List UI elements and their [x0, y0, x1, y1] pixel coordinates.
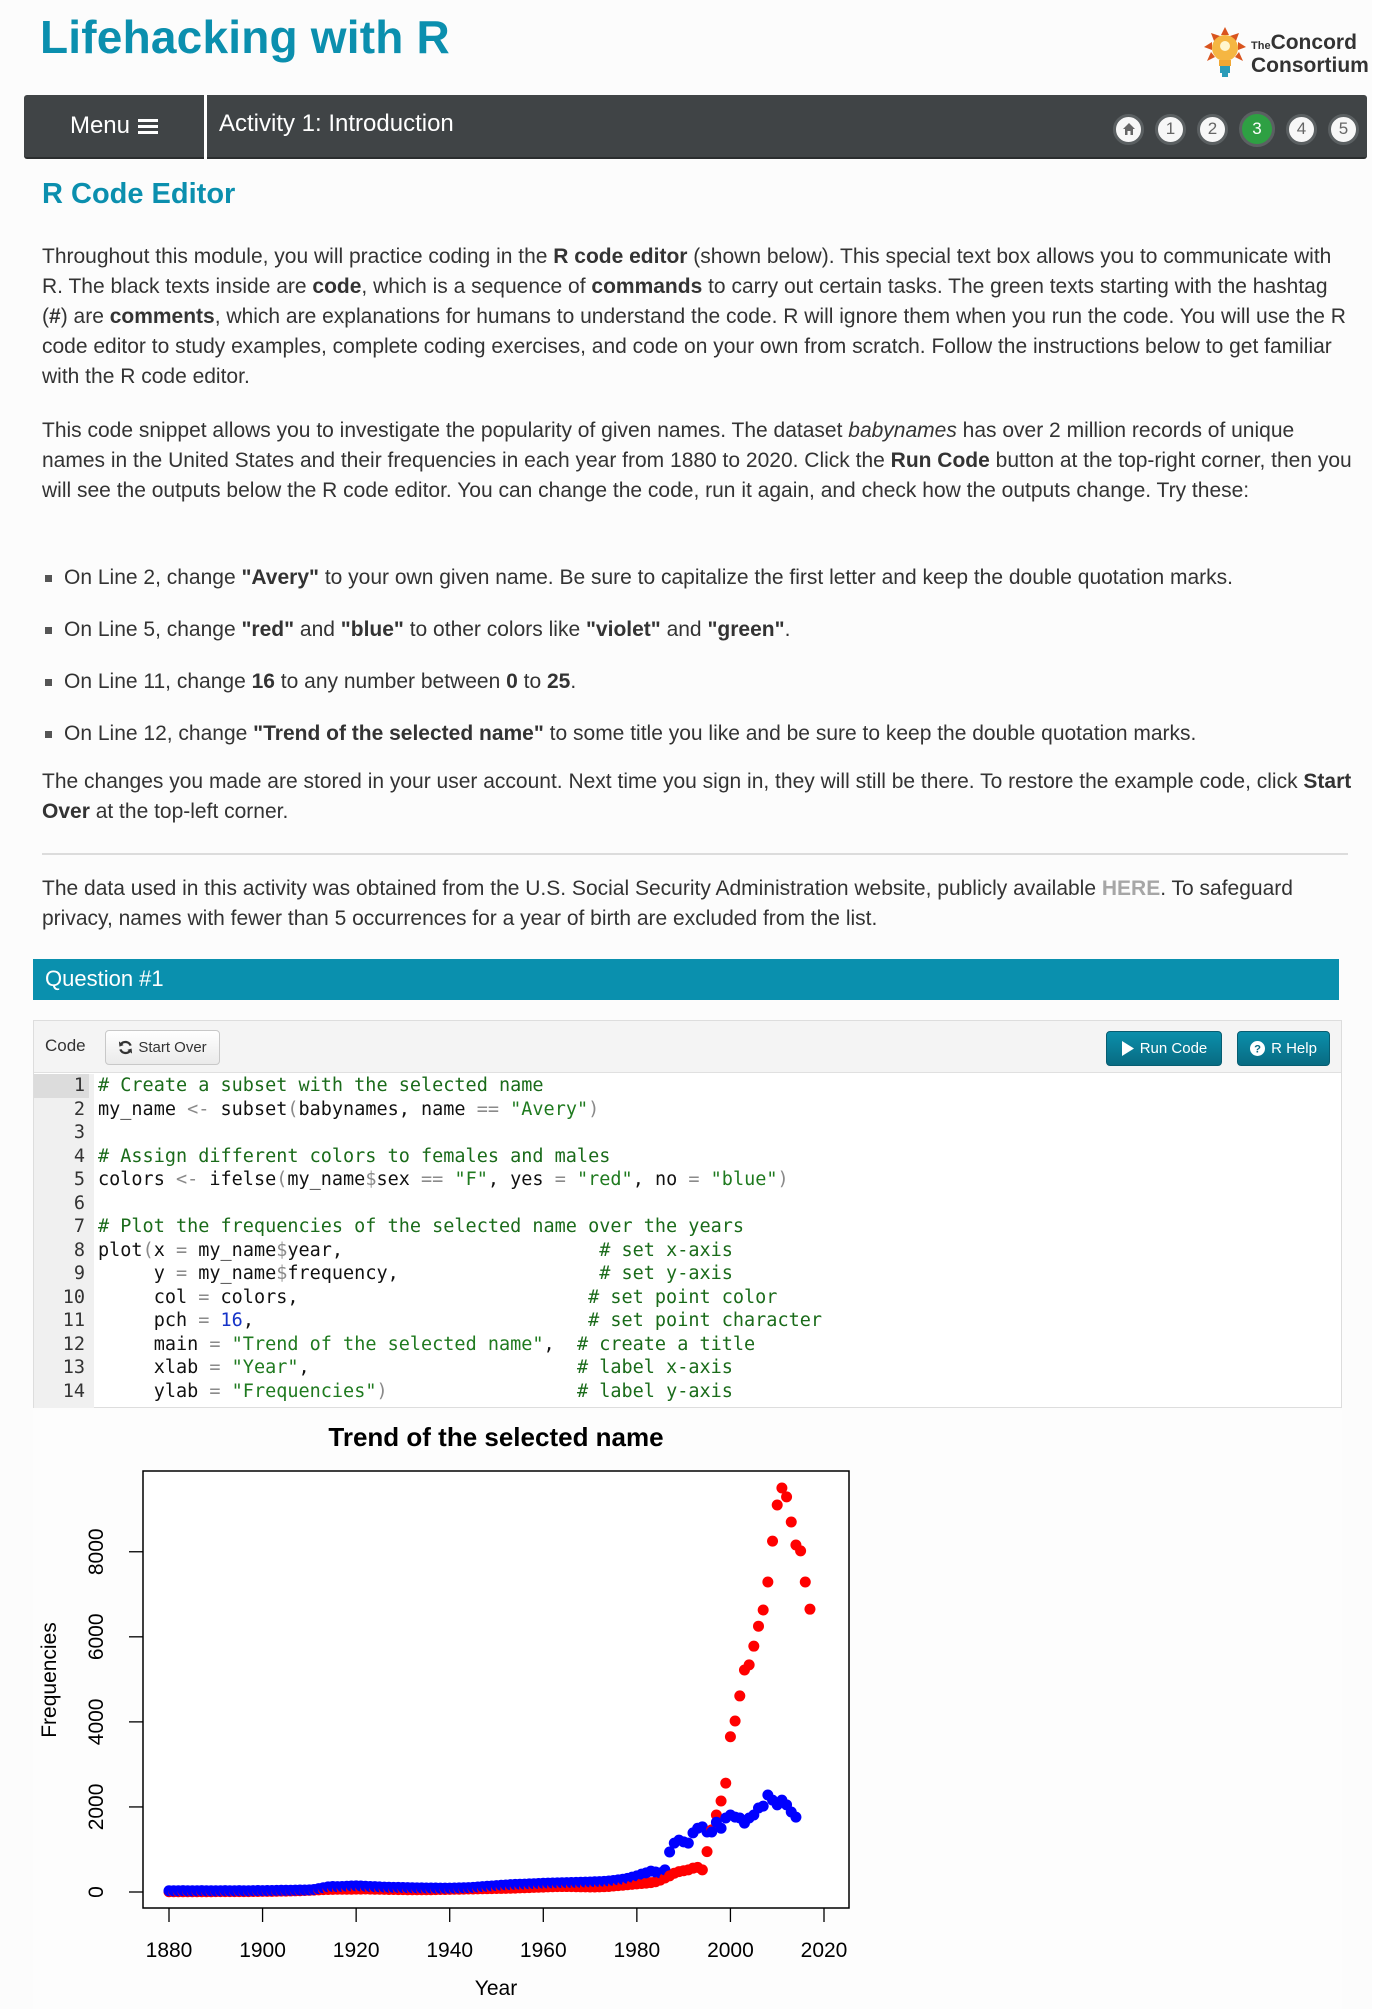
code-text: pch = 16, # set point character [98, 1310, 822, 1331]
code-line[interactable] [34, 1262, 1341, 1286]
line-number: 13 [62, 1357, 85, 1378]
run-code-label: Run Code [1139, 1040, 1208, 1057]
bold-text: comments [109, 305, 215, 328]
refresh-icon [118, 1040, 133, 1055]
bold-text: code [312, 275, 362, 298]
lightbulb-logo-icon [1203, 27, 1247, 79]
page-navigation [1113, 111, 1359, 147]
bold-text: "green" [707, 618, 785, 641]
code-line[interactable] [34, 1286, 1341, 1310]
code-line[interactable] [34, 1145, 1341, 1169]
concord-consortium-logo[interactable] [1203, 27, 1369, 79]
code-text: plot(x = my_name$year, # set x-axis [98, 1239, 733, 1261]
data-point [720, 1778, 731, 1789]
code-text: ylab = "Frequencies") # label y-axis [98, 1380, 733, 1402]
line-number: 1 [34, 1074, 89, 1098]
code-line[interactable] [34, 1168, 1341, 1192]
data-point [804, 1604, 815, 1615]
data-point [744, 1659, 755, 1670]
y-tick-label: 4000 [85, 1698, 108, 1746]
italic-text: babynames [848, 419, 957, 442]
x-tick-label: 1880 [145, 1939, 193, 1962]
plot-output [33, 1410, 1342, 2009]
changes-note-paragraph: The changes you made are stored in your user account. Next time you sign in, they will still be there. To restore the example code, click Start Over at the top-left corner. [42, 770, 1352, 823]
svg-text:?: ? [1254, 1043, 1261, 1056]
code-line[interactable] [34, 1098, 1341, 1122]
bold-text: commands [591, 275, 703, 298]
page-button-5[interactable]: 5 [1328, 114, 1359, 145]
line-number: 12 [62, 1333, 85, 1355]
play-icon [1121, 1041, 1134, 1056]
line-number: 9 [73, 1263, 85, 1284]
code-line[interactable] [34, 1380, 1341, 1404]
code-line[interactable] [34, 1239, 1341, 1263]
line-number: 6 [73, 1192, 85, 1214]
code-line[interactable] [34, 1356, 1341, 1380]
bold-text: R code editor [553, 245, 688, 268]
x-tick-label: 1920 [332, 1939, 380, 1962]
code-line[interactable] [34, 1333, 1341, 1357]
data-point [697, 1864, 708, 1875]
line-number: 3 [73, 1122, 85, 1143]
x-tick-label: 1900 [239, 1939, 286, 1962]
bold-text: 16 [251, 670, 275, 693]
bold-text: "violet" [585, 618, 661, 641]
line-number: 2 [73, 1098, 85, 1120]
data-point [748, 1641, 759, 1652]
horizontal-divider [42, 853, 1348, 855]
y-tick-label: 6000 [85, 1613, 108, 1661]
bold-text: "Avery" [241, 566, 319, 589]
code-text: # Plot the frequencies of the selected name over the years [98, 1216, 745, 1237]
data-point [790, 1812, 801, 1823]
x-tick-label: 1980 [613, 1939, 661, 1962]
logo-text-line1: Concord [1270, 31, 1357, 54]
code-lines [34, 1074, 1341, 1403]
code-text: main = "Trend of the selected name", # create a title [98, 1333, 756, 1355]
r-code-editor [33, 1020, 1342, 1408]
section-title: R Code Editor [42, 178, 236, 210]
bold-text: Run Code [890, 449, 990, 472]
snippet-intro-paragraph: This code snippet allows you to investigate the popularity of given names. The dataset babynames has over 2 million records of unique names in the United States and their frequencies in each year from 1880 to 2020. Click the Run Code button at the top-right corner, then you will see the outputs below the R code editor. You can change the code, run it again, and check how the outputs change. Try these: [42, 419, 1352, 502]
data-point [762, 1576, 773, 1587]
hamburger-icon [138, 116, 158, 137]
code-text: my_name <- subset(babynames, name == "Avery") [98, 1098, 600, 1120]
line-number: 14 [62, 1380, 85, 1402]
x-tick-label: 1940 [426, 1939, 474, 1962]
site-title[interactable]: Lifehacking with R [40, 11, 450, 63]
y-axis-label: Frequencies [38, 1622, 61, 1738]
r-help-button[interactable] [1237, 1031, 1330, 1066]
code-text: # Create a subset with the selected name [98, 1075, 544, 1096]
data-point [716, 1823, 727, 1834]
start-over-button[interactable] [105, 1030, 220, 1065]
y-tick-label: 8000 [85, 1528, 108, 1576]
list-item: On Line 2, change "Avery" to your own given name. Be sure to capitalize the first letter and keep the double quotation marks. [42, 563, 1352, 615]
x-tick-label: 2000 [707, 1939, 754, 1962]
code-text: # Assign different colors to females and males [98, 1145, 611, 1167]
code-line[interactable] [34, 1074, 1341, 1098]
data-source-paragraph: The data used in this activity was obtained from the U.S. Social Security Administration website, publicly available HERE. To safeguard privacy, names with fewer than 5 occurrences for a year of birth are excluded from the list. [42, 877, 1293, 930]
line-number: 7 [73, 1216, 85, 1237]
code-text: y = my_name$frequency, # set y-axis [98, 1263, 733, 1284]
logo-text-line2: Consortium [1251, 54, 1369, 77]
page-button-3[interactable]: 3 [1239, 111, 1275, 147]
data-point [725, 1731, 736, 1742]
y-tick-label: 2000 [85, 1783, 108, 1831]
question-circle-icon [1250, 1041, 1265, 1056]
data-point [706, 1827, 717, 1838]
data-point [734, 1690, 745, 1701]
x-axis-label: Year [474, 1977, 518, 2000]
page-button-2[interactable]: 2 [1197, 114, 1228, 145]
data-point [800, 1576, 811, 1587]
scatter-plot [33, 1410, 1342, 2009]
chart-title: Trend of the selected name [328, 1422, 664, 1452]
bold-text: # [49, 305, 61, 328]
bold-text: "Trend of the selected name" [253, 722, 544, 745]
code-line[interactable] [34, 1309, 1341, 1333]
data-point [753, 1621, 764, 1632]
list-item: On Line 5, change "red" and "blue" to other colors like "violet" and "green". [42, 615, 1352, 667]
navbar-divider [204, 95, 207, 159]
code-line[interactable] [34, 1215, 1341, 1239]
menu-button[interactable] [24, 95, 204, 157]
logo-text-small: The [1251, 40, 1271, 52]
page-button-1[interactable]: 1 [1155, 114, 1186, 145]
plot-area [143, 1471, 849, 1908]
run-code-button[interactable] [1106, 1031, 1222, 1066]
data-point [730, 1716, 741, 1727]
bold-text: 0 [506, 670, 518, 693]
instruction-list [42, 563, 1352, 771]
y-tick-label: 0 [85, 1886, 108, 1898]
data-point [758, 1605, 769, 1616]
data-point [683, 1838, 694, 1849]
line-number: 11 [62, 1310, 85, 1331]
line-number: 10 [62, 1286, 85, 1308]
bold-text: "red" [241, 618, 295, 641]
start-over-label: Start Over [138, 1039, 207, 1056]
line-number: 5 [73, 1169, 85, 1190]
question-title: Question #1 [45, 966, 164, 991]
menu-label: Menu [69, 112, 131, 139]
data-point [716, 1795, 727, 1806]
data-point [702, 1846, 713, 1857]
list-item: On Line 12, change "Trend of the selected name" to some title you like and be sure to keep the double quotation marks. [42, 719, 1352, 771]
x-tick-label: 1960 [519, 1939, 567, 1962]
code-line[interactable] [34, 1121, 1341, 1145]
data-point [758, 1801, 769, 1812]
bold-text: Start Over [42, 770, 1352, 823]
editor-toolbar [34, 1021, 1341, 1073]
data-point [781, 1491, 792, 1502]
data-point [772, 1499, 783, 1510]
intro-paragraph: Throughout this module, you will practice coding in the R code editor (shown below). This special text box allows you to communicate with R. The black texts inside are code, which is a sequence of commands to carry out certain tasks. The green texts starting with the hashtag (#) are comments, which are explanations for humans to understand the code. R will ignore them when you run the code. You will use the R code editor to study examples, complete coding exercises, and code on your own from scratch. Follow the instructions below to get familiar with the R code editor. [42, 245, 1346, 388]
x-tick-label: 2020 [800, 1939, 848, 1962]
home-page-button[interactable] [1113, 114, 1144, 145]
top-navbar [24, 95, 1367, 159]
activity-title: Activity 1: Introduction [219, 110, 454, 137]
bold-text: 25 [546, 670, 571, 693]
code-input-area[interactable] [34, 1074, 1341, 1408]
home-icon [1122, 122, 1136, 136]
data-source-link[interactable]: HERE [1101, 877, 1161, 900]
data-point [795, 1545, 806, 1556]
bold-text: "blue" [340, 618, 404, 641]
code-line[interactable] [34, 1192, 1341, 1216]
code-text: col = colors, # set point color [98, 1286, 778, 1308]
page-button-4[interactable]: 4 [1286, 114, 1317, 145]
code-text: colors <- ifelse(my_name$sex == "F", yes = "red", no = "blue") [98, 1169, 789, 1190]
question-header [33, 959, 1339, 1000]
data-point [786, 1516, 797, 1527]
code-label: Code [45, 1036, 86, 1055]
r-help-label: R Help [1271, 1040, 1317, 1057]
line-number: 8 [73, 1239, 85, 1261]
code-text: xlab = "Year", # label x-axis [98, 1357, 733, 1378]
list-item: On Line 11, change 16 to any number between 0 to 25. [42, 667, 1352, 719]
line-number: 4 [73, 1145, 85, 1167]
data-point [767, 1536, 778, 1547]
